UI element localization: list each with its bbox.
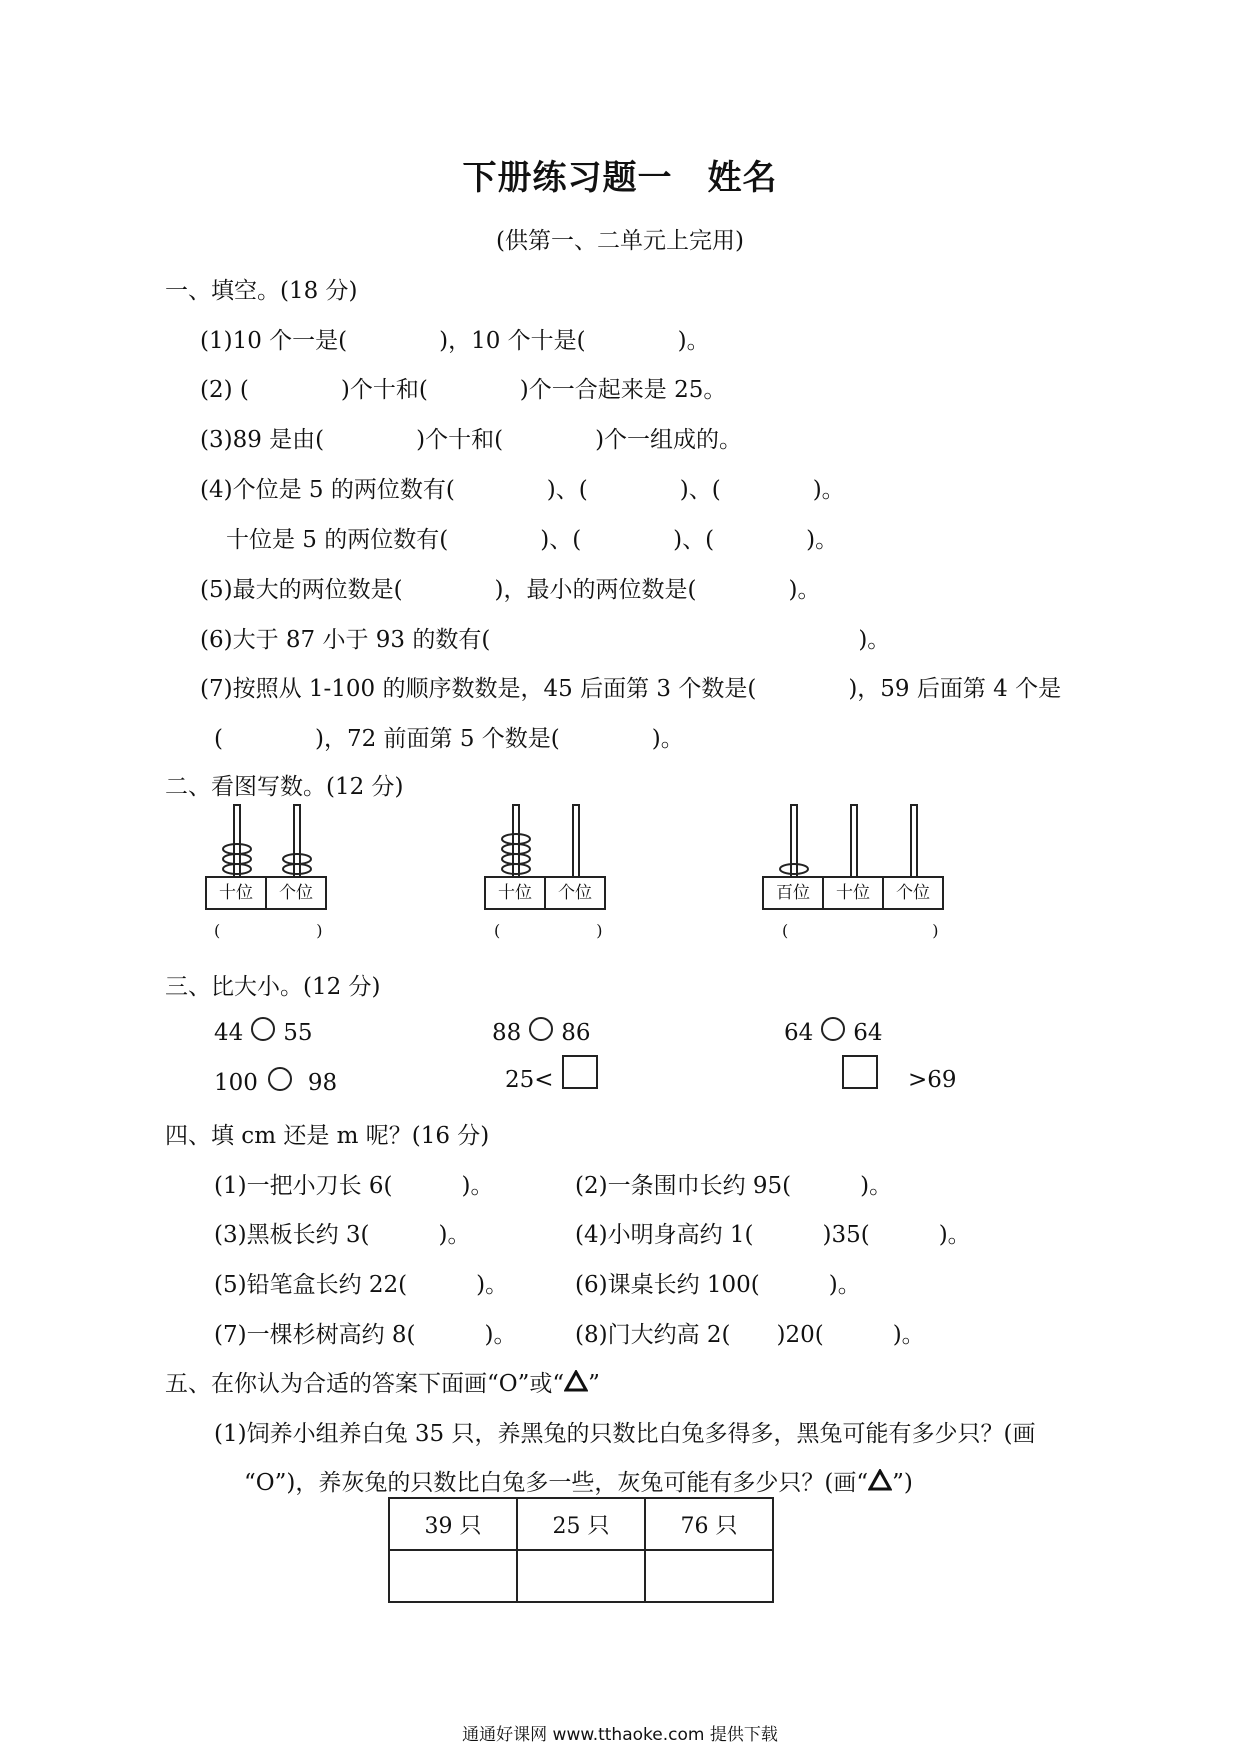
section3-heading: 三、比大小。(12 分) <box>165 974 381 1000</box>
page-subtitle: (供第一、二单元上完用) <box>496 228 744 254</box>
section5-heading-end: ” <box>588 1371 600 1397</box>
abacus-3-answer: ( ) <box>782 921 939 940</box>
question-1-2: (2) ( )个十和( )个一合起来是 25。 <box>200 377 727 403</box>
compare-3 <box>784 1017 883 1046</box>
compare-2 <box>492 1017 591 1046</box>
abacus-2-tens-label: 十位 <box>486 878 546 908</box>
abacus-1-answer: ( ) <box>214 921 323 940</box>
abacus-1-rods <box>205 805 325 877</box>
compare-4 <box>214 1067 337 1096</box>
abacus-3-ones-label: 个位 <box>896 883 930 903</box>
compare-3-left: 64 <box>784 1020 814 1046</box>
question-1-1: (1)10 个一是( )，10 个十是( )。 <box>200 328 710 354</box>
abacus-2-place-value <box>484 876 606 910</box>
option-39: 39 只 <box>389 1498 517 1550</box>
answer-table <box>388 1497 774 1603</box>
question-5-1a: (1)饲养小组养白兔 35 只，养黑兔的只数比白兔多得多，黑兔可能有多少只？(画 <box>214 1421 1036 1447</box>
question-4-2: (2)一条围巾长约 95( )。 <box>575 1173 893 1199</box>
answer-cell-3[interactable] <box>645 1550 773 1602</box>
abacus-2-ones-label: 个位 <box>558 883 592 903</box>
triangle-icon <box>564 1370 588 1392</box>
compare-4-left: 100 <box>214 1070 258 1096</box>
question-1-7b: ( )，72 前面第 5 个数是( )。 <box>214 726 684 752</box>
compare-3-circle[interactable] <box>821 1017 845 1041</box>
compare-2-circle[interactable] <box>529 1017 553 1041</box>
section5-heading <box>165 1365 600 1398</box>
compare-5-left: 25< <box>505 1067 554 1093</box>
section4-heading: 四、填 cm 还是 m 呢？(16 分) <box>165 1123 490 1149</box>
page-title: 下册练习题一 姓名 <box>462 158 778 198</box>
section5-heading-text: 五、在你认为合适的答案下面画“O”或“ <box>165 1371 565 1397</box>
compare-6-box[interactable] <box>842 1055 878 1089</box>
option-76: 76 只 <box>645 1498 773 1550</box>
question-4-4: (4)小明身高约 1( )35( )。 <box>575 1222 971 1248</box>
abacus-3-tens-label: 十位 <box>824 878 884 908</box>
section2-heading: 二、看图写数。(12 分) <box>165 774 404 800</box>
question-4-8: (8)门大约高 2( )20( )。 <box>575 1322 925 1348</box>
table-row <box>389 1550 773 1602</box>
question-1-4b: 十位是 5 的两位数有( )、( )、( )。 <box>226 527 839 553</box>
compare-6-right: >69 <box>908 1067 957 1093</box>
question-1-5: (5)最大的两位数是( )，最小的两位数是( )。 <box>200 577 821 603</box>
question-5-1b-end: ”) <box>892 1470 913 1496</box>
compare-2-right: 86 <box>561 1020 591 1046</box>
abacus-3-hundreds-label: 百位 <box>764 878 824 908</box>
compare-5-box[interactable] <box>562 1055 598 1089</box>
compare-1-circle[interactable] <box>251 1017 275 1041</box>
abacus-2-rods <box>484 805 604 877</box>
abacus-3-rods <box>762 805 942 877</box>
compare-3-right: 64 <box>853 1020 883 1046</box>
question-4-7: (7)一棵杉树高约 8( )。 <box>214 1322 517 1348</box>
abacus-2-answer: ( ) <box>494 921 603 940</box>
compare-2-left: 88 <box>492 1020 522 1046</box>
question-4-5: (5)铅笔盒长约 22( )。 <box>214 1272 509 1298</box>
answer-cell-2[interactable] <box>517 1550 645 1602</box>
question-1-6: (6)大于 87 小于 93 的数有( )。 <box>200 627 891 653</box>
question-1-3: (3)89 是由( )个十和( )个一组成的。 <box>200 427 743 453</box>
question-5-1b-text: “O”)，养灰兔的只数比白兔多一些，灰兔可能有多少只？(画“ <box>244 1470 869 1496</box>
triangle-icon <box>868 1469 892 1491</box>
abacus-3-place-value <box>762 876 944 910</box>
compare-1-left: 44 <box>214 1020 244 1046</box>
question-1-7a: (7)按照从 1-100 的顺序数数是，45 后面第 3 个数是( )，59 后面第 4 个是 <box>200 676 1062 702</box>
option-25: 25 只 <box>517 1498 645 1550</box>
footer-credit: 通通好课网 www.tthaoke.com 提供下载 <box>462 1725 778 1745</box>
answer-cell-1[interactable] <box>389 1550 517 1602</box>
abacus-1-ones-label: 个位 <box>279 883 313 903</box>
question-4-3: (3)黑板长约 3( )。 <box>214 1222 471 1248</box>
question-1-4a: (4)个位是 5 的两位数有( )、( )、( )。 <box>200 477 845 503</box>
section1-heading: 一、填空。(18 分) <box>165 278 358 304</box>
compare-1-right: 55 <box>283 1020 313 1046</box>
abacus-1-tens-label: 十位 <box>207 878 267 908</box>
compare-4-right: 98 <box>307 1070 338 1096</box>
question-4-6: (6)课桌长约 100( )。 <box>575 1272 861 1298</box>
table-row <box>389 1498 773 1550</box>
abacus-1-place-value <box>205 876 327 910</box>
compare-4-circle[interactable] <box>268 1067 292 1091</box>
compare-1 <box>214 1017 313 1046</box>
question-5-1b <box>244 1464 913 1497</box>
question-4-1: (1)一把小刀长 6( )。 <box>214 1173 494 1199</box>
